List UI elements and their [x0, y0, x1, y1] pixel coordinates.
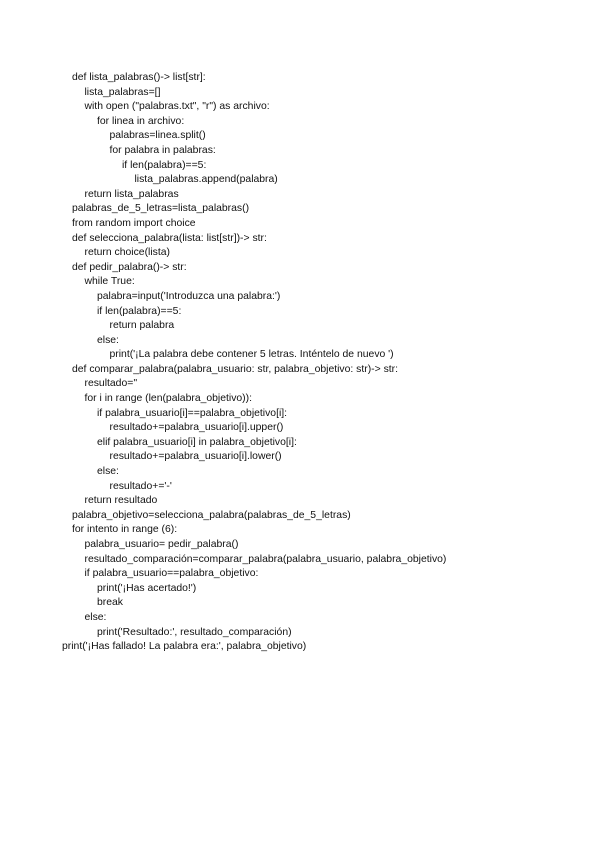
- code-line: for linea in archivo:: [97, 115, 185, 127]
- code-line: for i in range (len(palabra_objetivo)):: [84, 393, 252, 405]
- code-line: palabra=input('Introduzca una palabra:'): [97, 290, 281, 302]
- code-line: resultado+=palabra_usuario[i].lower(): [109, 451, 282, 463]
- code-line: def pedir_palabra()-> str:: [72, 261, 187, 273]
- code-line: else:: [84, 611, 107, 623]
- code-line: lista_palabras.append(palabra): [134, 174, 278, 186]
- code-line: resultado_comparación=comparar_palabra(palabra_usuario, palabra_objetivo): [84, 553, 447, 565]
- code-line: palabra_objetivo=selecciona_palabra(palabras_de_5_letras): [72, 509, 351, 521]
- code-line: def comparar_palabra(palabra_usuario: str, palabra_objetivo: str)-> str:: [72, 363, 399, 375]
- code-line: with open ("palabras.txt", "r") as archivo:: [84, 101, 270, 113]
- code-line: if len(palabra)==5:: [97, 305, 182, 317]
- code-line: print('¡Has acertado!'): [97, 582, 197, 594]
- code-line: for palabra in palabras:: [109, 144, 216, 156]
- code-line: if palabra_usuario==palabra_objetivo:: [84, 568, 259, 580]
- code-line: from random import choice: [72, 217, 196, 229]
- code-line: for intento in range (6):: [72, 524, 178, 536]
- code-line: else:: [97, 334, 119, 346]
- code-line: print('¡La palabra debe contener 5 letras. Inténtelo de nuevo '): [109, 349, 394, 361]
- code-line: return choice(lista): [84, 247, 170, 259]
- code-line: break: [97, 597, 123, 609]
- code-line: else:: [97, 466, 119, 478]
- code-line: resultado+=palabra_usuario[i].upper(): [109, 422, 284, 434]
- code-line: return palabra: [109, 320, 175, 332]
- code-line: return lista_palabras: [84, 188, 179, 200]
- code-line: elif palabra_usuario[i] in palabra_objetivo[i]:: [97, 436, 297, 448]
- code-line: print('¡Has fallado! La palabra era:', palabra_objetivo): [62, 641, 307, 653]
- code-line: palabras=linea.split(): [109, 130, 206, 142]
- code-line: if palabra_usuario[i]==palabra_objetivo[i]:: [97, 407, 288, 419]
- code-line: print('Resultado:', resultado_comparación): [97, 626, 292, 638]
- code-line: palabras_de_5_letras=lista_palabras(): [72, 203, 250, 215]
- code-line: palabra_usuario= pedir_palabra(): [84, 539, 239, 550]
- code-line: def lista_palabras()-> list[str]:: [72, 72, 206, 83]
- code-line: lista_palabras=[]: [84, 86, 161, 98]
- code-line: resultado='': [84, 378, 138, 390]
- code-line: def selecciona_palabra(lista: list[str])-> str:: [72, 232, 267, 244]
- code-line: if len(palabra)==5:: [122, 159, 207, 171]
- code-line: return resultado: [84, 495, 158, 507]
- code-line: resultado+='-': [109, 480, 172, 492]
- code-line: while True:: [84, 276, 135, 288]
- code-block: [62, 71, 582, 655]
